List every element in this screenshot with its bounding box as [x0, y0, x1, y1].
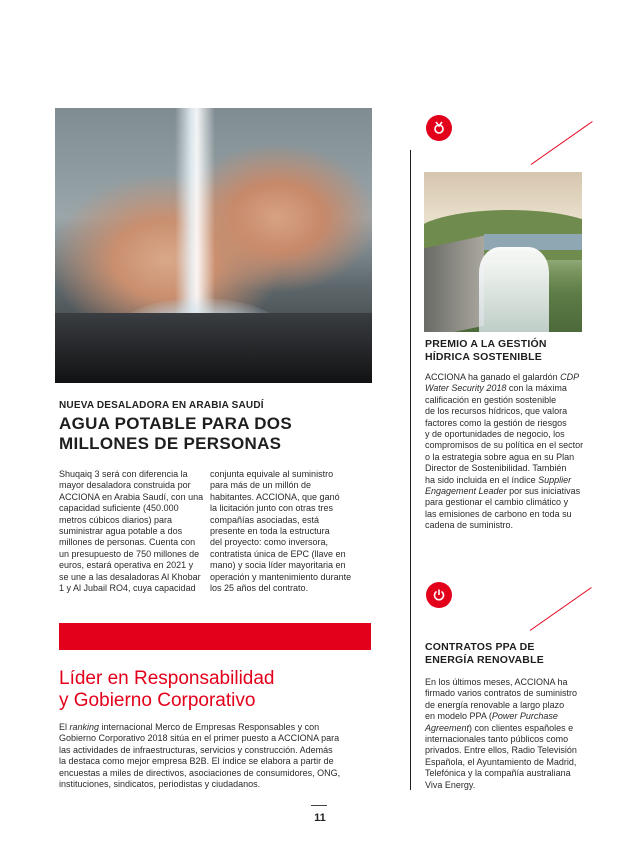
text-line: calificación en gestión sostenible	[425, 394, 557, 405]
headline-line-1: AGUA POTABLE PARA DOS	[59, 414, 292, 433]
text-line: para más de un millón de	[210, 480, 312, 491]
text-line: contratista única de EPC (llave en	[210, 548, 346, 559]
medal-icon	[426, 115, 452, 141]
text-line: los 25 años del contrato.	[210, 583, 309, 594]
power-icon	[426, 582, 452, 608]
text-line: Gobierno Corporativo 2018 sitúa en el primer puesto a ACCIONA para	[59, 733, 340, 744]
text-line: suministrar agua potable a dos	[59, 526, 183, 537]
dam-wall	[424, 236, 484, 332]
accent-slash	[530, 587, 592, 631]
text-line: Water Security 2018 con la máxima	[425, 383, 567, 394]
text-line: Engagement Leader por sus iniciativas	[425, 486, 581, 497]
text-line: cadena de suministro.	[425, 520, 514, 531]
text-line: Telefónica y la compañía australiana	[425, 768, 571, 779]
text-line: firmado varios contratos de suministro	[425, 688, 578, 699]
text-line: la destaca como mejor empresa B2B. El índice se elabora a partir de	[59, 756, 334, 767]
article-column-1	[59, 469, 209, 594]
text-line: en modelo PPA (Power Purchase	[425, 711, 558, 722]
accent-slash	[531, 121, 593, 165]
text-line: y de oportunidades de negocio, los	[425, 429, 565, 440]
text-line: millones de personas. Cuenta con	[59, 537, 196, 548]
text-line: compañías asociadas, está	[210, 514, 320, 525]
text-line: un presupuesto de 750 millones de	[59, 548, 200, 559]
text-line: mayor desaladora construida por	[59, 480, 191, 491]
article-headline	[59, 414, 379, 454]
hands-water-photo	[55, 108, 372, 383]
section-title-line-1: Líder en Responsabilidad	[59, 668, 275, 689]
text-line: encuestas a miles de directivos, asociaciones de consumidores, ONG,	[59, 767, 341, 778]
text-line: En los últimos meses, ACCIONA ha	[425, 677, 568, 687]
text-line: la licitación junto con otras tres	[210, 503, 334, 514]
section-body	[59, 722, 379, 790]
text-line: conjunta equivale al suministro	[210, 469, 334, 479]
text-line: instituciones, sindicatos, periodistas y ciudadanos.	[59, 779, 261, 790]
text-line: metros cúbicos diarios) para	[59, 514, 173, 525]
ppa-title	[425, 641, 544, 667]
text-line: mano) y socia líder mayoritaria en	[210, 560, 346, 571]
spillway-water	[479, 247, 549, 332]
award-body	[425, 372, 590, 532]
award-title-line-1: PREMIO A LA GESTIÓN	[425, 338, 547, 350]
text-line: Viva Energy.	[425, 779, 476, 790]
text-line: euros, estará operativa en 2021 y	[59, 560, 194, 571]
red-divider-bar	[59, 623, 371, 650]
text-line: internacionales tanto públicos como	[425, 734, 569, 745]
text-line: ha sido incluida en el índice Supplier	[425, 474, 572, 485]
page-number-rule	[311, 805, 327, 806]
text-line: o la estrategia sobre agua en su Plan	[425, 451, 575, 462]
text-line: habitantes. ACCIONA, que ganó	[210, 491, 340, 502]
headline-line-2: MILLONES DE PERSONAS	[59, 434, 282, 453]
text-line: factores como la gestión de riesgos	[425, 417, 567, 428]
article-column-2	[210, 469, 370, 594]
text-line: compromisos de su política en el sector	[425, 440, 584, 451]
text-line: Española, el Ayuntamiento de Madrid,	[425, 756, 577, 767]
ppa-body	[425, 677, 590, 791]
section-title-line-2: y Gobierno Corporativo	[59, 690, 256, 711]
text-line: de los recursos hídricos, que valora	[425, 406, 568, 417]
text-line: operación y mantenimiento durante	[210, 571, 352, 582]
award-title	[425, 338, 547, 364]
text-line: se une a las desaladoras Al Khobar	[59, 571, 201, 582]
section-title	[59, 668, 369, 712]
page-number: 11	[314, 812, 326, 824]
text-line: las emisiones de carbono en toda su	[425, 508, 572, 519]
text-line: las actividades de infraestructuras, servicios y construcción. Además	[59, 744, 333, 755]
text-line: para gestionar el cambio climático y	[425, 497, 569, 508]
text-line: Shuqaiq 3 será con diferencia la	[59, 469, 188, 479]
sink-basin	[55, 313, 372, 383]
ppa-title-line-2: ENERGÍA RENOVABLE	[425, 654, 544, 666]
article-kicker: NUEVA DESALADORA EN ARABIA SAUDÍ	[59, 400, 264, 411]
text-line: ACCIONA en Arabia Saudí, con una	[59, 491, 204, 502]
award-title-line-2: HÍDRICA SOSTENIBLE	[425, 351, 542, 363]
column-divider	[410, 150, 411, 790]
text-line: ACCIONA ha ganado el galardón CDP	[425, 372, 580, 382]
text-line: capacidad suficiente (450.000	[59, 503, 179, 514]
text-line: Agreement) con clientes españoles e	[425, 722, 574, 733]
text-line: Director de Sostenibilidad. También	[425, 463, 567, 474]
text-line: del proyecto: como inversora,	[210, 537, 329, 548]
text-line: presente en toda la estructura	[210, 526, 330, 537]
text-line: de energía renovable a largo plazo	[425, 699, 565, 710]
text-line: privados. Entre ellos, Radio Televisión	[425, 745, 577, 756]
ppa-title-line-1: CONTRATOS PPA DE	[425, 641, 535, 653]
dam-photo	[424, 172, 582, 332]
text-line: El ranking internacional Merco de Empresas Responsables y con	[59, 722, 320, 732]
text-line: 1 y Al Jubail RO4, cuya capacidad	[59, 583, 196, 594]
